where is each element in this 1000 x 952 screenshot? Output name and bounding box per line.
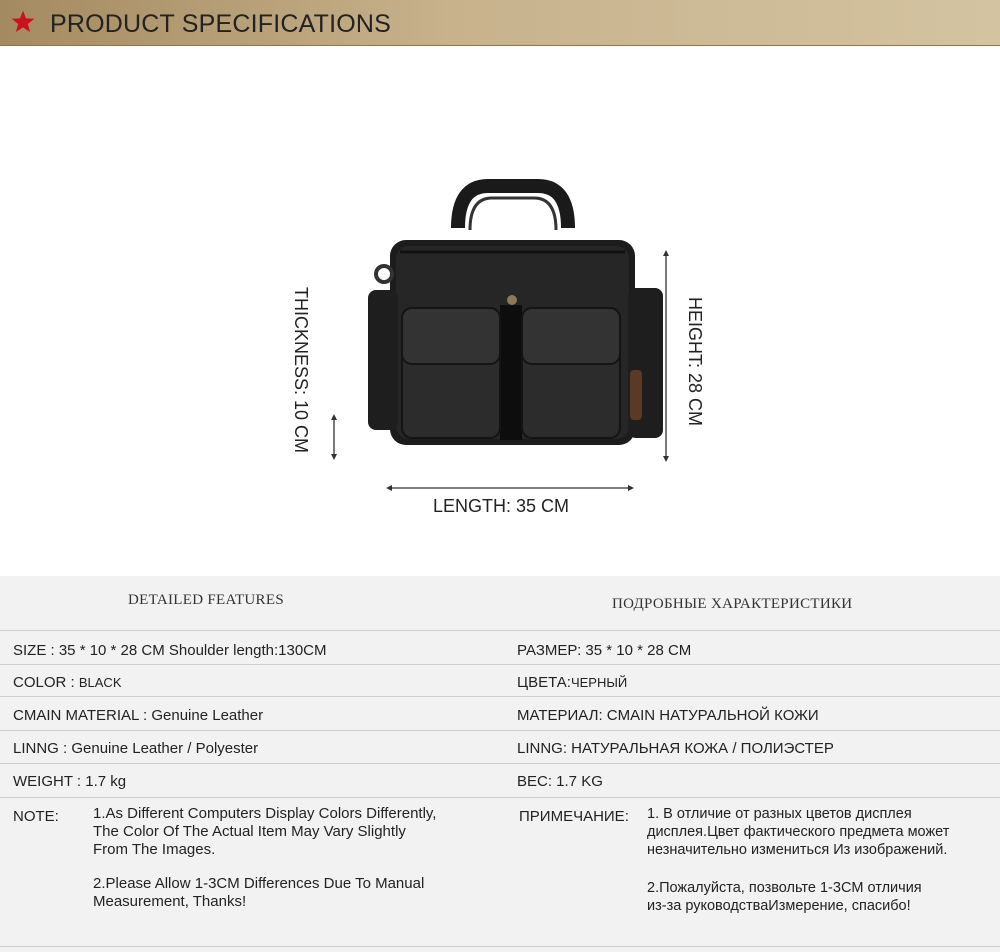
- specs-heading-en: DETAILED FEATURES: [128, 592, 284, 608]
- note-ru-1-line: незначительно измениться Из изображений.: [647, 842, 948, 858]
- bag-image: [360, 140, 670, 470]
- spec-row-note: [0, 797, 1000, 947]
- spec-row-material: [0, 696, 1000, 730]
- color-en-value: BLACK: [78, 675, 122, 690]
- note-label-ru: ПРИМЕЧАНИЕ:: [519, 808, 629, 825]
- lining-ru: LINNG: НАТУРАЛЬНАЯ КОЖА / ПОЛИЭСТЕР: [517, 740, 834, 757]
- specs-section: [0, 576, 1000, 952]
- spec-row-size: [0, 630, 1000, 664]
- note-ru-1: [647, 805, 949, 859]
- color-ru-value: ЧЕРНЫЙ: [570, 675, 628, 690]
- thickness-label: THICKNESS: 10 CM: [291, 287, 311, 454]
- color-en: [13, 674, 122, 691]
- note-label-en: NOTE:: [13, 808, 59, 825]
- note-ru-2: [647, 879, 922, 915]
- header-bar: [0, 0, 1000, 46]
- note-ru-1-line: 1. В отличие от разных цветов дисплея: [647, 806, 912, 822]
- page-title: PRODUCT SPECIFICATIONS: [50, 10, 392, 38]
- thickness-arrow: [328, 414, 340, 460]
- note-en-1: [93, 805, 436, 859]
- length-arrow: [386, 482, 634, 494]
- note-en-1-line: 1.As Different Computers Display Colors Differently,: [93, 805, 437, 822]
- note-en-1-line: From The Images.: [93, 841, 216, 858]
- star-icon: [10, 9, 36, 35]
- height-label: HEIGHT: 28 CM: [685, 297, 705, 427]
- color-en-label: COLOR :: [13, 674, 79, 691]
- material-en: CMAIN MATERIAL : Genuine Leather: [13, 707, 264, 724]
- note-ru-2-line: 2.Пожалуйста, позвольте 1-3CM отличия: [647, 880, 922, 896]
- height-arrow: [660, 250, 672, 462]
- spec-row-weight: [0, 763, 1000, 797]
- note-ru-1-line: дисплея.Цвет фактического предмета может: [647, 824, 950, 840]
- material-ru: МАТЕРИАЛ: CMAIN НАТУРАЛЬНОЙ КОЖИ: [517, 707, 819, 724]
- note-en-2: [93, 875, 424, 911]
- note-en-2-line: 2.Please Allow 1-3CM Differences Due To Manual: [93, 875, 425, 892]
- size-ru: РАЗМЕР: 35 * 10 * 28 CM: [517, 642, 692, 659]
- note-en-1-line: The Color Of The Actual Item May Vary Slightly: [93, 823, 406, 840]
- length-label: LENGTH: 35 CM: [433, 496, 570, 516]
- lining-en: LINNG : Genuine Leather / Polyester: [13, 740, 259, 757]
- spec-row-color: [0, 664, 1000, 696]
- color-ru: [517, 674, 627, 691]
- note-en-2-line: Measurement, Thanks!: [93, 893, 247, 910]
- note-ru-2-line: из-за руководстваИзмерение, спасибо!: [647, 898, 911, 914]
- spec-row-lining: [0, 730, 1000, 763]
- weight-en: WEIGHT : 1.7 kg: [13, 773, 127, 790]
- size-en: SIZE : 35 * 10 * 28 CM Shoulder length:130CM: [13, 642, 327, 659]
- color-ru-label: ЦВЕТА:: [517, 674, 571, 691]
- weight-ru: ВЕС: 1.7 KG: [517, 773, 603, 790]
- specs-heading-ru: ПОДРОБНЫЕ ХАРАКТЕРИСТИКИ: [612, 596, 853, 612]
